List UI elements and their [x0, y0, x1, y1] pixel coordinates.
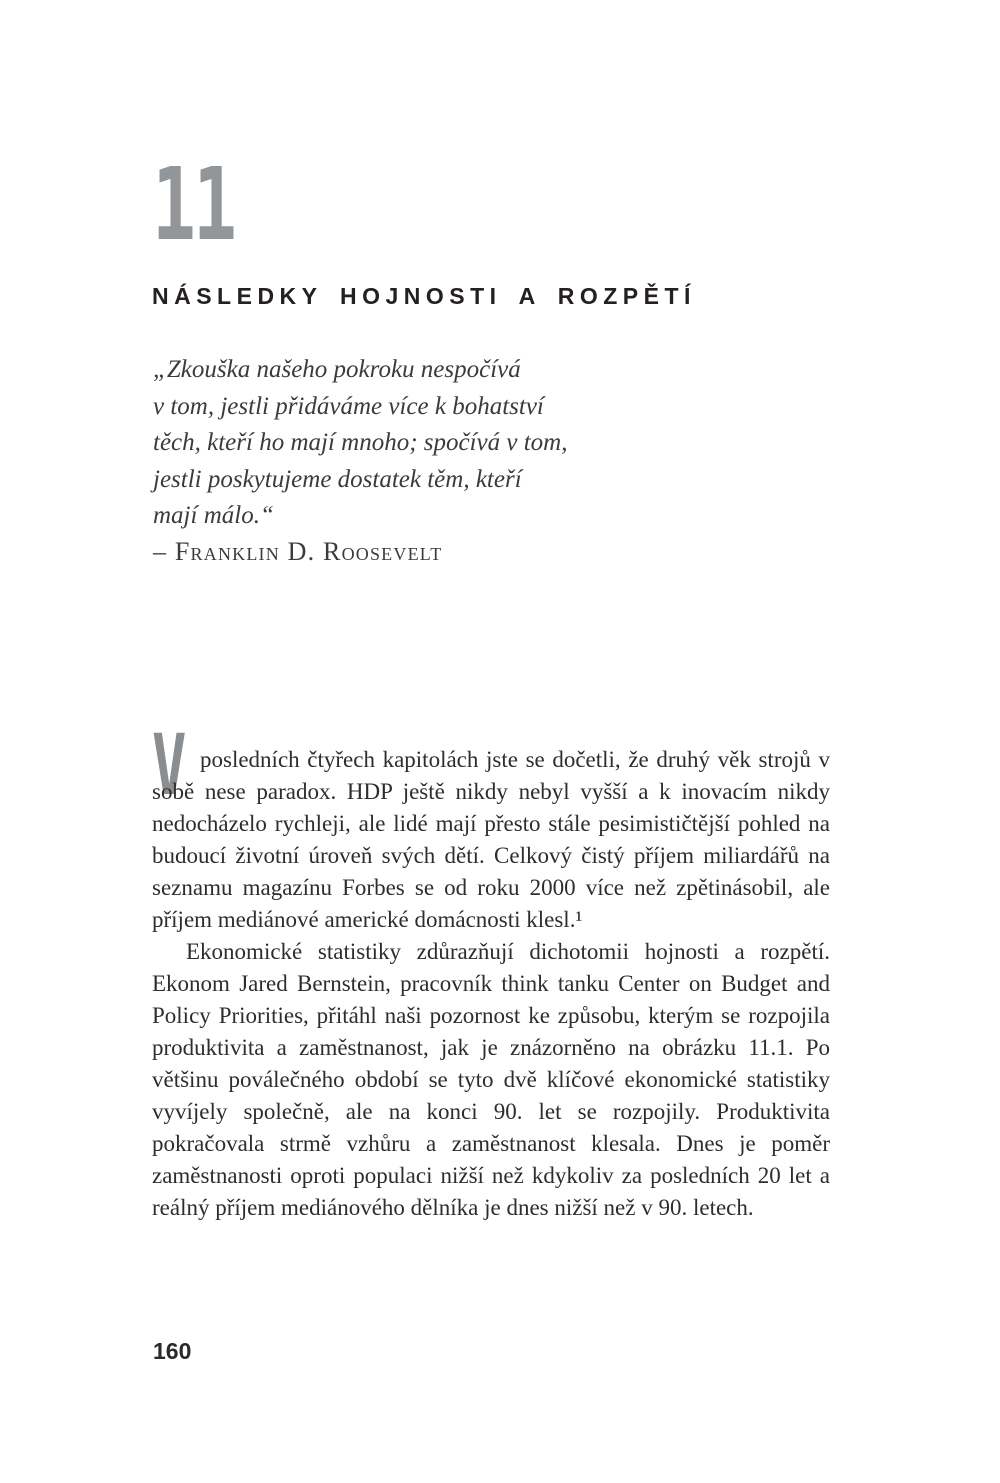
- body-paragraph: Ekonomické statistiky zdůrazňují dichotomii hojnosti a rozpětí. Ekonom Jared Bernstein, pracovník think tanku Center on Budget and Policy Priorities, přitáhl naši pozornost ke způsobu, kterým se rozpojila produktivita a zaměstnanost, jak je znázorněno na obrázku 11.1. Po většinu poválečného období se tyto dvě klíčové ekonomické statistiky vyvíjely společně, ale na konci 90. let se rozpojily. Produktivita pokračovala strmě vzhůru a zaměstnanost klesala. Dnes je poměr zaměstnanosti oproti populaci nižší než kdykoliv za posledních 20 let a reálný příjem mediánového dělníka je dnes nižší než v 90. letech.: [152, 939, 830, 1220]
- epigraph-line: mají málo.“: [153, 502, 274, 529]
- epigraph-line: v tom, jestli přidáváme více k bohatství: [153, 392, 544, 420]
- chapter-number: 11: [152, 146, 235, 263]
- body-text-block: [152, 744, 830, 1224]
- epigraph-line: „Zkouška našeho pokroku nespočívá: [153, 356, 521, 383]
- epigraph-attribution: – Franklin D. Roosevelt: [153, 537, 443, 566]
- drop-cap-initial: V: [152, 716, 187, 814]
- page-number: 160: [153, 1338, 192, 1364]
- epigraph-quote: [153, 352, 633, 535]
- epigraph-line: těch, kteří ho mají mnoho; spočívá v tom,: [153, 429, 568, 456]
- epigraph-line: jestli poskytujeme dostatek těm, kteří: [153, 465, 522, 493]
- chapter-title: NÁSLEDKY HOJNOSTI A ROZPĚTÍ: [152, 283, 696, 309]
- body-paragraph: posledních čtyřech kapitolách jste se dočetli, že druhý věk strojů v sobě nese paradox. HDP ještě nikdy nebyl vyšší a k inovacím nikdy nedocházelo rychleji, ale lidé mají přesto stále pesimističtější pohled na budoucí životní úroveň svých dětí. Celkový čistý příjem miliardářů na seznamu magazínu Forbes se od roku 2000 více než zpětinásobil, ale příjem mediánové americké domácnosti klesl.¹: [152, 747, 830, 932]
